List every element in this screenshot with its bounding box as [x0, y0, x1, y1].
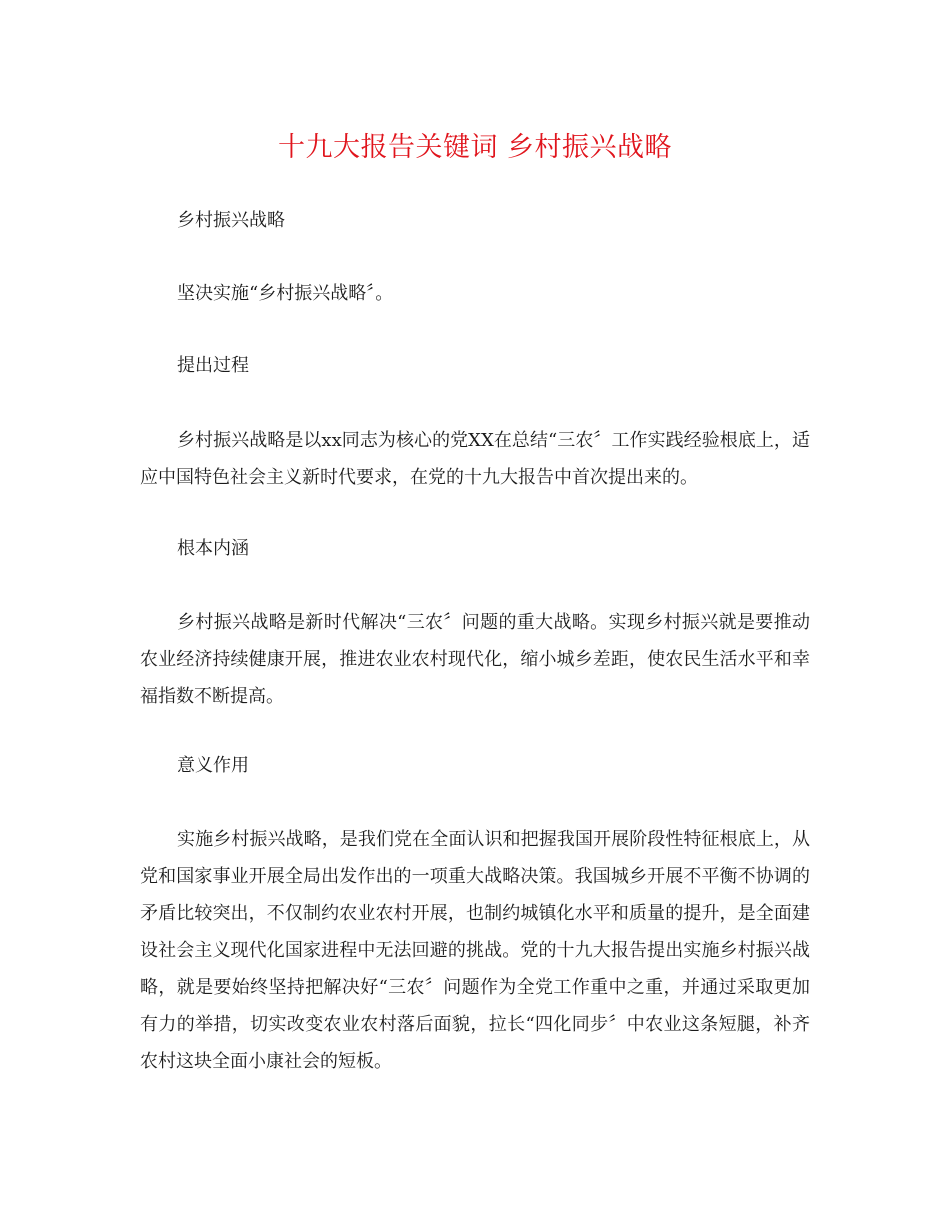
paragraph-connotation: 乡村振兴战略是新时代解决“三农〞问题的重大战略。实现乡村振兴就是要推动农业经济持续健康开展，推进农业农村现代化，缩小城乡差距，使农民生活水平和幸福指数不断提高。 [140, 612, 810, 707]
section-heading-significance: 意义作用 [177, 755, 249, 776]
document-title: 十九大报告关键词 乡村振兴战略 [277, 132, 673, 163]
statement-line: 坚决实施“乡村振兴战略〞。 [177, 283, 394, 304]
paragraph-significance: 实施乡村振兴战略，是我们党在全面认识和把握我国开展阶段性特征根底上，从党和国家事业开展全局出发作出的一项重大战略决策。我国城乡开展不平衡不协调的矛盾比较突出，不仅制约农业农村开展，也制约城镇化水平和质量的提升，是全面建设社会主义现代化国家进程中无法回避的挑战。党的十九大报告提出实施乡村振兴战略，就是要始终坚持把解决好“三农〞问题作为全党工作重中之重，并通过采取更加有力的举措，切实改变农业农村落后面貌，拉长“四化同步〞中农业这条短腿，补齐农村这块全面小康社会的短板。 [140, 829, 810, 1072]
section-heading-keyword: 乡村振兴战略 [177, 210, 285, 231]
paragraph-origin: 乡村振兴战略是以xx同志为核心的党XX在总结“三农〞工作实践经验根底上，适应中国特色社会主义新时代要求，在党的十九大报告中首次提出来的。 [140, 430, 810, 488]
section-heading-origin: 提出过程 [177, 355, 249, 376]
section-heading-connotation: 根本内涵 [177, 538, 249, 559]
